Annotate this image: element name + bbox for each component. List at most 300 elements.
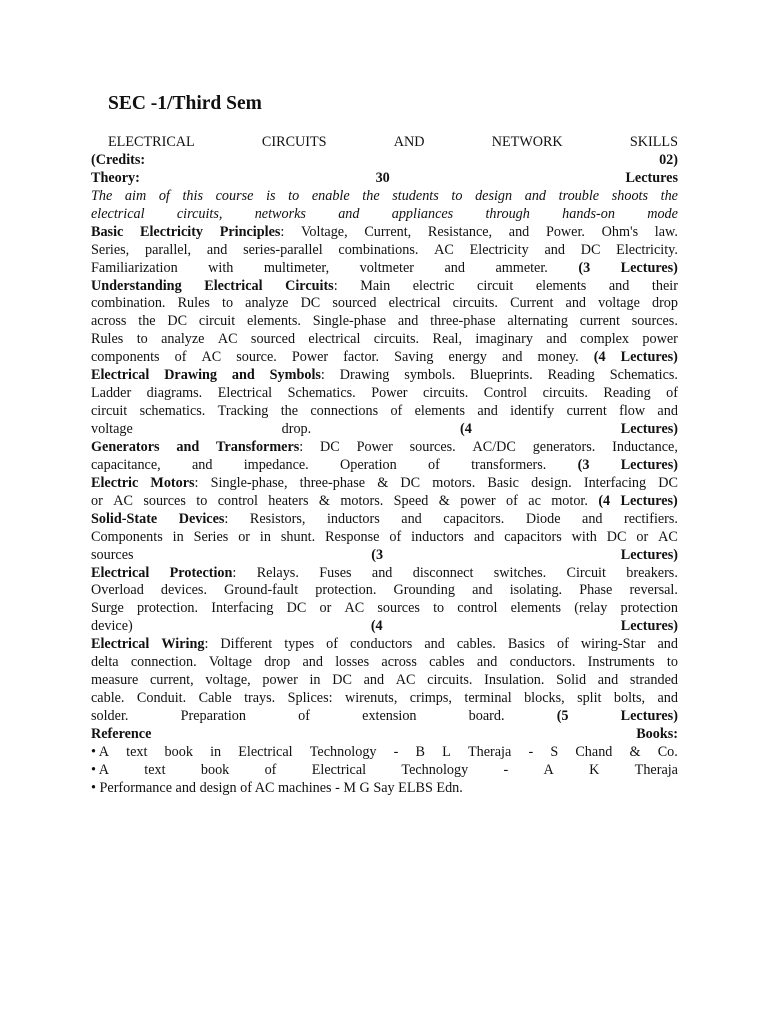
word: Control [483, 385, 528, 402]
word: imaginary [475, 331, 533, 348]
word: sources. [409, 438, 456, 455]
word: extension [362, 708, 417, 724]
word: Power [371, 385, 408, 402]
word: AND [393, 134, 425, 150]
word: circuits. [452, 295, 498, 312]
word: Basics [507, 636, 545, 653]
word: the [362, 187, 380, 204]
text-line-aim-1 [91, 188, 678, 206]
word: voltage [598, 295, 640, 312]
word: Voltage, [301, 223, 348, 240]
word: Drawing [164, 367, 217, 384]
word: and [476, 654, 498, 671]
word: - [393, 743, 399, 760]
text-line-book-2 [91, 762, 678, 780]
word: Voltage [208, 654, 252, 671]
word: AC [344, 600, 365, 617]
word: trouble [558, 187, 600, 204]
word: board. [468, 708, 505, 724]
word: isolating. [509, 582, 563, 599]
word: drop [651, 295, 678, 312]
text-line-understand-3 [91, 313, 678, 331]
word: circuits, [176, 205, 223, 222]
word: of [666, 385, 678, 402]
word: Single-phase [312, 313, 387, 330]
word: or [91, 492, 103, 509]
word: Diode [525, 510, 561, 527]
word: rectifiers. [624, 510, 678, 527]
word: (4 [460, 421, 472, 437]
text-line-understand-1 [91, 278, 678, 296]
word: (4 [370, 618, 383, 635]
word: across [91, 313, 127, 330]
word: connection. [130, 654, 197, 671]
word: Protection: [169, 564, 237, 581]
word: sources [377, 600, 420, 617]
word: of [428, 456, 440, 473]
word: circuits. [427, 672, 473, 689]
word: (4 [593, 349, 606, 366]
word: and [524, 187, 547, 204]
word: Relays. [256, 564, 299, 581]
word: of [389, 528, 402, 545]
text-line-drawing-1 [91, 367, 678, 385]
word: sources. [631, 313, 678, 330]
word: & [377, 474, 389, 491]
word: and [597, 672, 619, 689]
word: generators. [532, 438, 596, 455]
word: Electrical [204, 277, 263, 294]
word: flow [619, 403, 646, 420]
word: Inductance, [612, 438, 678, 455]
word: elements [510, 600, 562, 617]
word: or [636, 528, 649, 545]
word: Electricity. [616, 241, 678, 258]
text-line-credits [91, 152, 678, 170]
word: and [546, 331, 567, 348]
word: voltmeter [359, 259, 414, 276]
word: Saving [394, 349, 434, 366]
word: Interfacing [211, 600, 274, 617]
word: (3 [577, 456, 590, 473]
word: cables. [456, 636, 496, 653]
word: Electrical [91, 367, 150, 384]
word: Resistors, [249, 510, 306, 527]
text-line-book-3 [91, 780, 678, 798]
text-line-book-1 [91, 744, 678, 762]
word: alternating [507, 313, 568, 330]
word: Cable [198, 690, 232, 707]
word: Electric [91, 474, 139, 491]
word: Circuit [566, 564, 606, 581]
colon: : [320, 367, 325, 384]
word: hands-on [562, 205, 615, 222]
word: electrical [308, 331, 361, 348]
word: appliances [391, 205, 454, 222]
word: text [144, 761, 166, 778]
word: energy [448, 349, 487, 366]
word: (Credits: [91, 151, 146, 168]
word: Series [193, 528, 229, 545]
word: conductors. [509, 654, 576, 671]
word: Power [291, 349, 329, 366]
word: to [136, 331, 148, 348]
word: Grounding [393, 582, 455, 599]
word: course [215, 187, 254, 204]
word: Lectures) [620, 421, 678, 437]
word: Chand [575, 743, 613, 760]
word: Overload [91, 582, 144, 599]
text-line-protection-2 [91, 582, 678, 600]
word: text [126, 743, 148, 760]
text-line-drawing-2 [91, 385, 678, 403]
word: & [438, 492, 450, 509]
word: and [401, 510, 422, 527]
word: control [457, 600, 498, 617]
word: current [566, 403, 607, 420]
word: of [390, 403, 403, 420]
word: measure [91, 672, 139, 689]
word: is [266, 187, 276, 204]
word: electrical [388, 295, 441, 312]
word: sources [143, 492, 186, 509]
word: AC [113, 492, 133, 509]
text-line-theory [91, 170, 678, 188]
word: Technology [309, 743, 377, 760]
word: L [442, 743, 451, 760]
word: DC [332, 672, 352, 689]
word: DC [658, 474, 678, 491]
word: Tracking [217, 403, 269, 420]
word: inductors [326, 510, 380, 527]
word: or [319, 600, 332, 617]
syllabus-body [91, 134, 678, 798]
word: students [392, 187, 439, 204]
word: Lectures) [620, 259, 678, 276]
word: and [472, 582, 493, 599]
word: reversal. [629, 582, 678, 599]
word: Wiring: [161, 636, 209, 653]
word: and [501, 349, 523, 366]
word: and [363, 672, 385, 689]
word: Solid [556, 672, 587, 689]
word: shoots [611, 187, 648, 204]
word: & [318, 492, 330, 509]
word: Electrical [311, 761, 367, 778]
word: Electrical [91, 564, 150, 581]
word: Theraja [634, 761, 678, 778]
word: NETWORK [491, 134, 563, 150]
word: symbols. [404, 367, 456, 384]
word: Technology [401, 761, 469, 778]
word: Schematics. [609, 367, 678, 384]
word: power [262, 672, 298, 689]
word: AC [201, 349, 222, 366]
word: device) [91, 618, 133, 635]
word: money. [537, 349, 579, 366]
word: and [206, 241, 228, 258]
word: elements [414, 403, 466, 420]
word: Reference [91, 725, 152, 742]
word: capacitance, [91, 456, 161, 473]
word: (4 [598, 492, 611, 509]
word: Insulation. [484, 672, 545, 689]
word: Co. [657, 743, 678, 760]
word: DC [320, 438, 340, 455]
word: Lectures) [620, 618, 678, 635]
word: B [415, 743, 426, 760]
word: combination. [91, 295, 166, 312]
word: to [451, 187, 463, 204]
colon: : [232, 564, 237, 581]
word: AC [658, 528, 678, 545]
word: Operation [340, 456, 397, 473]
word: of [506, 492, 518, 509]
word: • Performance and design of AC machines - M G Say ELBS Edn. [91, 779, 463, 796]
word: delta [91, 654, 119, 671]
word: terminal [464, 690, 512, 707]
word: diagrams. [146, 385, 203, 402]
word: and [657, 636, 678, 653]
word: - [503, 761, 509, 778]
colon: : [280, 223, 285, 240]
word: of [174, 349, 187, 366]
word: drop [264, 654, 291, 671]
text-line-drawing-4 [91, 421, 678, 439]
word: electric [412, 277, 455, 294]
word: impedance. [243, 456, 309, 473]
word: to [196, 492, 208, 509]
word: drop. [281, 421, 312, 437]
word: circuit [477, 277, 514, 294]
word: Circuits: [285, 277, 338, 294]
page-heading: SEC -1/Third Sem [108, 93, 262, 114]
word: Reading [603, 385, 651, 402]
word: and [371, 564, 393, 581]
word: to [433, 600, 445, 617]
word: of [298, 708, 310, 724]
word: identify [510, 403, 555, 420]
word: analyze [245, 295, 289, 312]
word: networks [254, 205, 306, 222]
word: blocks, [524, 690, 565, 707]
text-line-title [91, 134, 678, 152]
word: DC [167, 313, 188, 330]
word: voltage, [205, 672, 251, 689]
word: Current, [364, 223, 412, 240]
word: Symbols: [269, 367, 325, 384]
word: (5 [556, 708, 569, 724]
word: cable. [91, 690, 125, 707]
word: switches. [493, 564, 547, 581]
word: cables [429, 654, 465, 671]
word: Theory: [91, 169, 140, 186]
text-line-reference [91, 726, 678, 744]
word: trays. [244, 690, 276, 707]
word: S [550, 743, 559, 760]
word: sourced [332, 295, 377, 312]
text-line-understand-5 [91, 349, 678, 367]
word: Lectures [625, 169, 678, 186]
word: stranded [629, 672, 678, 689]
word: • A [91, 761, 109, 778]
word: Schematics. [287, 385, 356, 402]
word: DC [400, 474, 421, 491]
text-line-solid-1 [91, 511, 678, 529]
word: capacitors. [443, 510, 505, 527]
word: and [231, 367, 255, 384]
word: Preparation [180, 708, 246, 724]
word: (3 [578, 259, 591, 276]
word: the [138, 313, 156, 330]
word: control [217, 492, 258, 509]
word: design. [531, 474, 572, 491]
word: & [629, 743, 641, 760]
word: ELECTRICAL [108, 134, 195, 150]
text-line-understand-4 [91, 331, 678, 349]
word: Surge [91, 600, 124, 617]
word: in [210, 743, 222, 760]
word: or [238, 528, 251, 545]
word: circuit [198, 313, 236, 330]
word: in [172, 528, 184, 545]
word: Reading [547, 367, 595, 384]
text-line-basic-1 [91, 224, 678, 242]
word: Ladder [91, 385, 132, 402]
word: Power [356, 438, 393, 455]
word: Lectures) [620, 546, 678, 563]
word: sources [91, 546, 134, 563]
word: sourced [250, 331, 296, 348]
word: Familiarization [91, 259, 178, 276]
word: current, [149, 672, 194, 689]
word: inductors [411, 528, 464, 545]
word: protection. [315, 582, 377, 599]
word: and [424, 636, 445, 653]
word: Instruments [587, 654, 655, 671]
word: voltage [91, 421, 133, 437]
word: Generators [91, 438, 160, 455]
word: capacitors [504, 528, 562, 545]
word: and [657, 690, 678, 707]
word: types [284, 636, 315, 653]
text-line-solid-2 [91, 529, 678, 547]
word: and [444, 259, 465, 276]
word: Interfacing [583, 474, 647, 491]
word: Real, [432, 331, 463, 348]
word: DC [606, 528, 627, 545]
text-line-wiring-3 [91, 672, 678, 690]
word: Speed [393, 492, 429, 509]
word: design [475, 187, 513, 204]
word: circuits. [373, 331, 420, 348]
word: (3 [371, 546, 384, 563]
word: Series, [91, 241, 130, 258]
word: Resistance, [427, 223, 493, 240]
colon: : [333, 277, 338, 294]
word: Solid-State [91, 510, 158, 527]
word: split [577, 690, 602, 707]
word: crimps, [409, 690, 452, 707]
word: with [208, 259, 234, 276]
word: Lectures) [620, 456, 678, 473]
word: across [381, 654, 417, 671]
word: and [565, 295, 587, 312]
word: Components [91, 528, 163, 545]
word: Electrical [238, 743, 293, 760]
word: Understanding [91, 277, 182, 294]
word: • A [91, 743, 109, 760]
word: and [582, 510, 603, 527]
word: wirenuts, [344, 690, 398, 707]
word: book [200, 761, 230, 778]
text-line-drawing-3 [91, 403, 678, 421]
word: solder. [91, 708, 129, 724]
text-line-solid-3 [91, 547, 678, 565]
word: power [642, 331, 678, 348]
word: Electrical [217, 385, 273, 402]
text-line-protection-4 [91, 618, 678, 636]
word: law. [654, 223, 678, 240]
word: to [288, 187, 300, 204]
colon: : [194, 474, 199, 491]
word: and [608, 277, 630, 294]
colon: : [299, 438, 304, 455]
word: Basic [487, 474, 519, 491]
word: combinations. [338, 241, 419, 258]
text-line-wiring-1 [91, 636, 678, 654]
word: Transformers: [216, 438, 304, 455]
word: disconnect [412, 564, 474, 581]
word: motors. [340, 492, 384, 509]
word: SKILLS [629, 134, 678, 150]
word: of [556, 636, 569, 653]
word: protection. [137, 600, 199, 617]
word: CIRCUITS [261, 134, 327, 150]
word: aim [124, 187, 147, 204]
word: 02) [659, 151, 678, 168]
word: Electricity [140, 223, 204, 240]
word: Devices: [178, 510, 229, 527]
word: heaters [268, 492, 309, 509]
text-line-basic-2 [91, 242, 678, 260]
word: Main [360, 277, 391, 294]
word: their [651, 277, 678, 294]
word: analyze [161, 331, 205, 348]
word: to [666, 654, 678, 671]
word: and [191, 456, 213, 473]
word: conductors [350, 636, 413, 653]
word: with [571, 528, 597, 545]
text-line-wiring-5 [91, 708, 678, 726]
word: book [164, 743, 193, 760]
word: Motors: [150, 474, 199, 491]
word: 30 [375, 169, 390, 186]
word: AC/DC [472, 438, 516, 455]
word: source. [236, 349, 277, 366]
word: circuits. [422, 385, 469, 402]
word: in [309, 672, 321, 689]
word: this [182, 187, 203, 204]
word: K [589, 761, 600, 778]
word: Phase [579, 582, 613, 599]
word: The [91, 187, 113, 204]
word: components [91, 349, 160, 366]
text-line-generators-1 [91, 439, 678, 457]
word: the [280, 403, 299, 420]
text-line-protection-3 [91, 600, 678, 618]
word: and [473, 528, 495, 545]
